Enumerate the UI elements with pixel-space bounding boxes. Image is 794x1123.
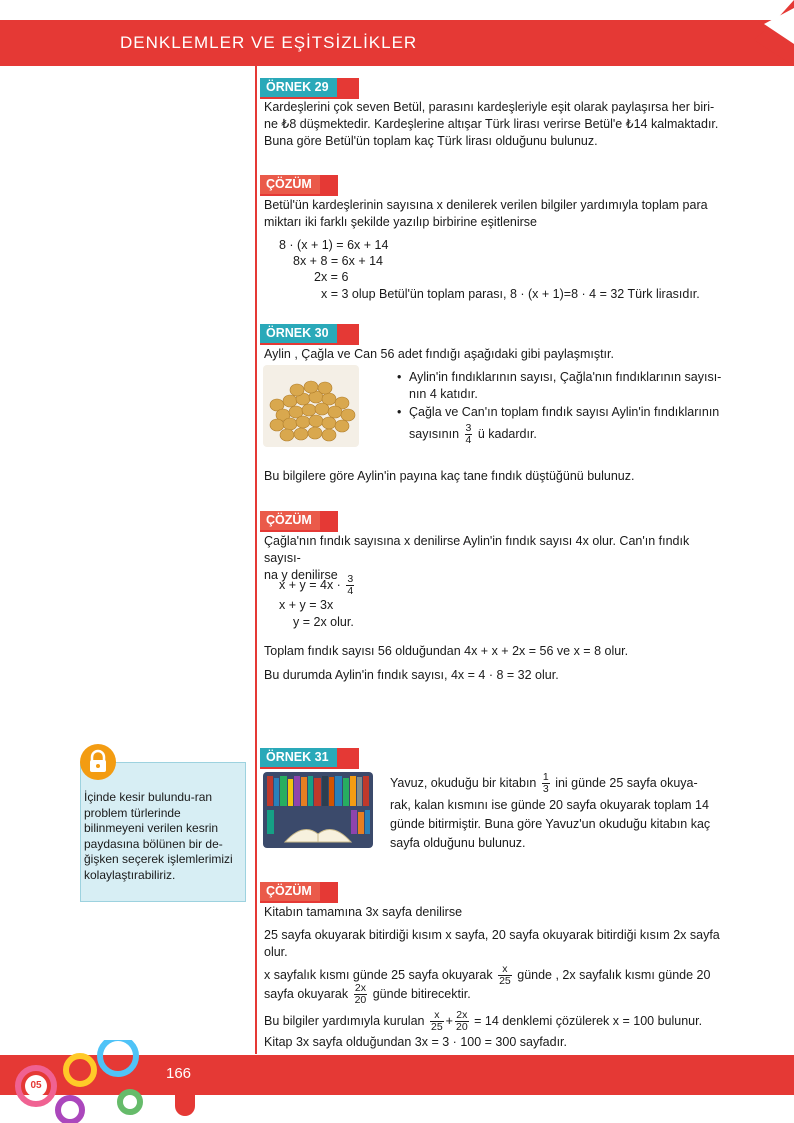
fraction-numerator: 3 bbox=[347, 573, 354, 585]
fraction-numerator: 2x bbox=[456, 1009, 468, 1021]
example-31-text bbox=[390, 772, 716, 852]
example-29-text bbox=[264, 99, 724, 150]
text-line bbox=[409, 423, 722, 446]
condition-bullet bbox=[397, 404, 722, 446]
library-books-image bbox=[263, 772, 373, 848]
equation-line: x = 3 olup Betül'ün toplam parası, 8 · (x + 1)=8 · 4 = 32 Türk lirasıdır. bbox=[321, 287, 700, 301]
solution-29-text bbox=[264, 197, 724, 231]
margin-divider bbox=[255, 66, 257, 1054]
text-fragment: günde bitirecektir. bbox=[372, 986, 471, 1001]
footer-tab bbox=[175, 1090, 195, 1116]
text-fragment: x + y = 4x · bbox=[279, 577, 341, 592]
lock-icon bbox=[80, 744, 116, 780]
fraction-numerator: x bbox=[430, 1010, 444, 1022]
text-line: Kardeşlerini çok seven Betül, parasını kardeşleriyle eşit olarak paylaşırsa her biri- bbox=[264, 100, 715, 114]
fraction-denominator: 4 bbox=[347, 585, 354, 597]
fraction-numerator: 3 bbox=[465, 422, 472, 434]
text-fragment: sayfa okuyarak bbox=[264, 986, 349, 1001]
example-30-label: ÖRNEK 30 bbox=[260, 324, 359, 345]
fraction bbox=[430, 1010, 444, 1033]
text-line: sayfa olduğunu bulunuz. bbox=[390, 836, 526, 850]
header-corner-decoration bbox=[744, 0, 794, 66]
text-line: Kitabın tamamına 3x sayfa denilirse bbox=[264, 905, 463, 919]
text-line: ne ₺8 düşmektedir. Kardeşlerine altışar Türk lirası verirse Betül'e ₺14 kalmaktadır. bbox=[264, 117, 719, 131]
solution-31-label: ÇÖZÜM bbox=[260, 882, 338, 903]
text-fragment: Yavuz, okuduğu bir kitabın bbox=[390, 775, 537, 790]
solution-30-result: Bu durumda Aylin'in fındık sayısı, 4x = 4 · 8 = 32 olur. bbox=[264, 668, 559, 682]
text-line bbox=[264, 983, 471, 1006]
solution-30-label: ÇÖZÜM bbox=[260, 511, 338, 532]
text-line: günde bitirmiştir. Buna göre Yavuz'un okuduğu kitabın kaç bbox=[390, 817, 711, 831]
page-number: 166 bbox=[166, 1065, 192, 1082]
chapter-badge: 05 bbox=[30, 1080, 42, 1091]
fraction-denominator: 3 bbox=[542, 783, 549, 795]
equation-line bbox=[279, 574, 356, 597]
equation-line: 8 · (x + 1) = 6x + 14 bbox=[279, 238, 389, 252]
text-fragment: sayısının bbox=[409, 426, 460, 441]
text-fragment: ini günde 25 sayfa okuya- bbox=[555, 775, 698, 790]
fraction bbox=[498, 964, 512, 987]
fraction-numerator: x bbox=[498, 964, 512, 976]
text-line: Betül'ün kardeşlerinin sayısına x denilerek verilen bilgiler yardımıyla toplam para bbox=[264, 198, 708, 212]
example-30-intro: Aylin , Çağla ve Can 56 adet fındığı aşağıdaki gibi paylaşmıştır. bbox=[264, 347, 614, 361]
text-line: • Çağla ve Can'ın toplam fındık sayısı Aylin'in fındıklarının bbox=[409, 405, 720, 419]
equation-line: 8x + 8 = 6x + 14 bbox=[293, 254, 383, 268]
equation-line: 2x = 6 bbox=[314, 270, 349, 284]
text-line: Buna göre Betül'ün toplam kaç Türk lirası olduğunu bulunuz. bbox=[264, 134, 598, 148]
fraction bbox=[542, 772, 550, 795]
fraction bbox=[346, 574, 354, 597]
text-fragment: ü kadardır. bbox=[477, 426, 537, 441]
example-30-conditions bbox=[397, 369, 722, 446]
gears-decoration bbox=[0, 1040, 160, 1123]
text-line: 25 sayfa okuyarak bitirdiği kısım x sayfa, 20 sayfa okuyarak bitirdiği kısım 2x sayfa bbox=[264, 928, 720, 942]
fraction bbox=[354, 983, 368, 1006]
text-block bbox=[264, 927, 724, 961]
text-line: na y denilirse bbox=[264, 568, 338, 582]
text-line: Kitap 3x sayfa olduğundan 3x = 3 · 100 = 300 sayfadır. bbox=[264, 1035, 567, 1049]
fraction-numerator: 1 bbox=[542, 771, 549, 783]
text-line: nın 4 katıdır. bbox=[409, 387, 478, 401]
condition-bullet bbox=[397, 369, 722, 403]
text-fragment: = 14 denklemi çözülerek x = 100 bulunur. bbox=[474, 1013, 703, 1028]
hazelnuts-image bbox=[263, 365, 359, 447]
example-30-question: Bu bilgilere göre Aylin'in payına kaç tane fındık düştüğünü bulunuz. bbox=[264, 469, 635, 483]
text-line: olur. bbox=[264, 945, 288, 959]
text-fragment: x sayfalık kısmı günde 25 sayfa okuyarak bbox=[264, 967, 493, 982]
text-fragment: Bu bilgiler yardımıyla kurulan bbox=[264, 1013, 425, 1028]
fraction-numerator: 2x bbox=[354, 982, 366, 994]
text-line bbox=[264, 1010, 702, 1033]
plus-sign: + bbox=[445, 1013, 453, 1028]
fraction bbox=[465, 423, 473, 446]
fraction-denominator: 20 bbox=[455, 1021, 468, 1033]
text-fragment: günde , 2x sayfalık kısmı günde 20 bbox=[517, 967, 711, 982]
equation-line: y = 2x olur. bbox=[293, 615, 354, 629]
text-line: miktarı iki farklı şekilde yazılıp birbirine eşitlenirse bbox=[264, 215, 538, 229]
fraction bbox=[455, 1010, 469, 1033]
text-line: • Aylin'in fındıklarının sayısı, Çağla'nın fındıklarının sayısı- bbox=[409, 370, 722, 384]
solution-30-conclusion: Toplam fındık sayısı 56 olduğundan 4x + x + 2x = 56 ve x = 8 olur. bbox=[264, 644, 629, 658]
chapter-title: DENKLEMLER VE EŞİTSİZLİKLER bbox=[120, 33, 418, 52]
text-line: rak, kalan kısmını ise günde 20 sayfa okuyarak toplam 14 bbox=[390, 798, 709, 812]
text-line: Çağla'nın fındık sayısına x denilirse Aylin'in fındık sayısı 4x olur. Can'ın fındık sayısı- bbox=[264, 534, 690, 565]
tip-text: İçinde kesir bulundu-ran problem türlerinde bilinmeyeni verilen kesrin paydasına bölünen bir de-ğişken seçerek işlemlerimizi kolaylaştırabiliriz. bbox=[84, 790, 233, 882]
equation-line: x + y = 3x bbox=[279, 598, 334, 612]
fraction-denominator: 20 bbox=[354, 994, 367, 1006]
fraction-denominator: 25 bbox=[430, 1021, 443, 1033]
solution-29-label: ÇÖZÜM bbox=[260, 175, 338, 196]
fraction-denominator: 25 bbox=[499, 975, 511, 987]
text-line bbox=[390, 772, 716, 795]
example-29-label: ÖRNEK 29 bbox=[260, 78, 359, 99]
fraction-denominator: 4 bbox=[465, 434, 472, 446]
example-31-label: ÖRNEK 31 bbox=[260, 748, 359, 769]
